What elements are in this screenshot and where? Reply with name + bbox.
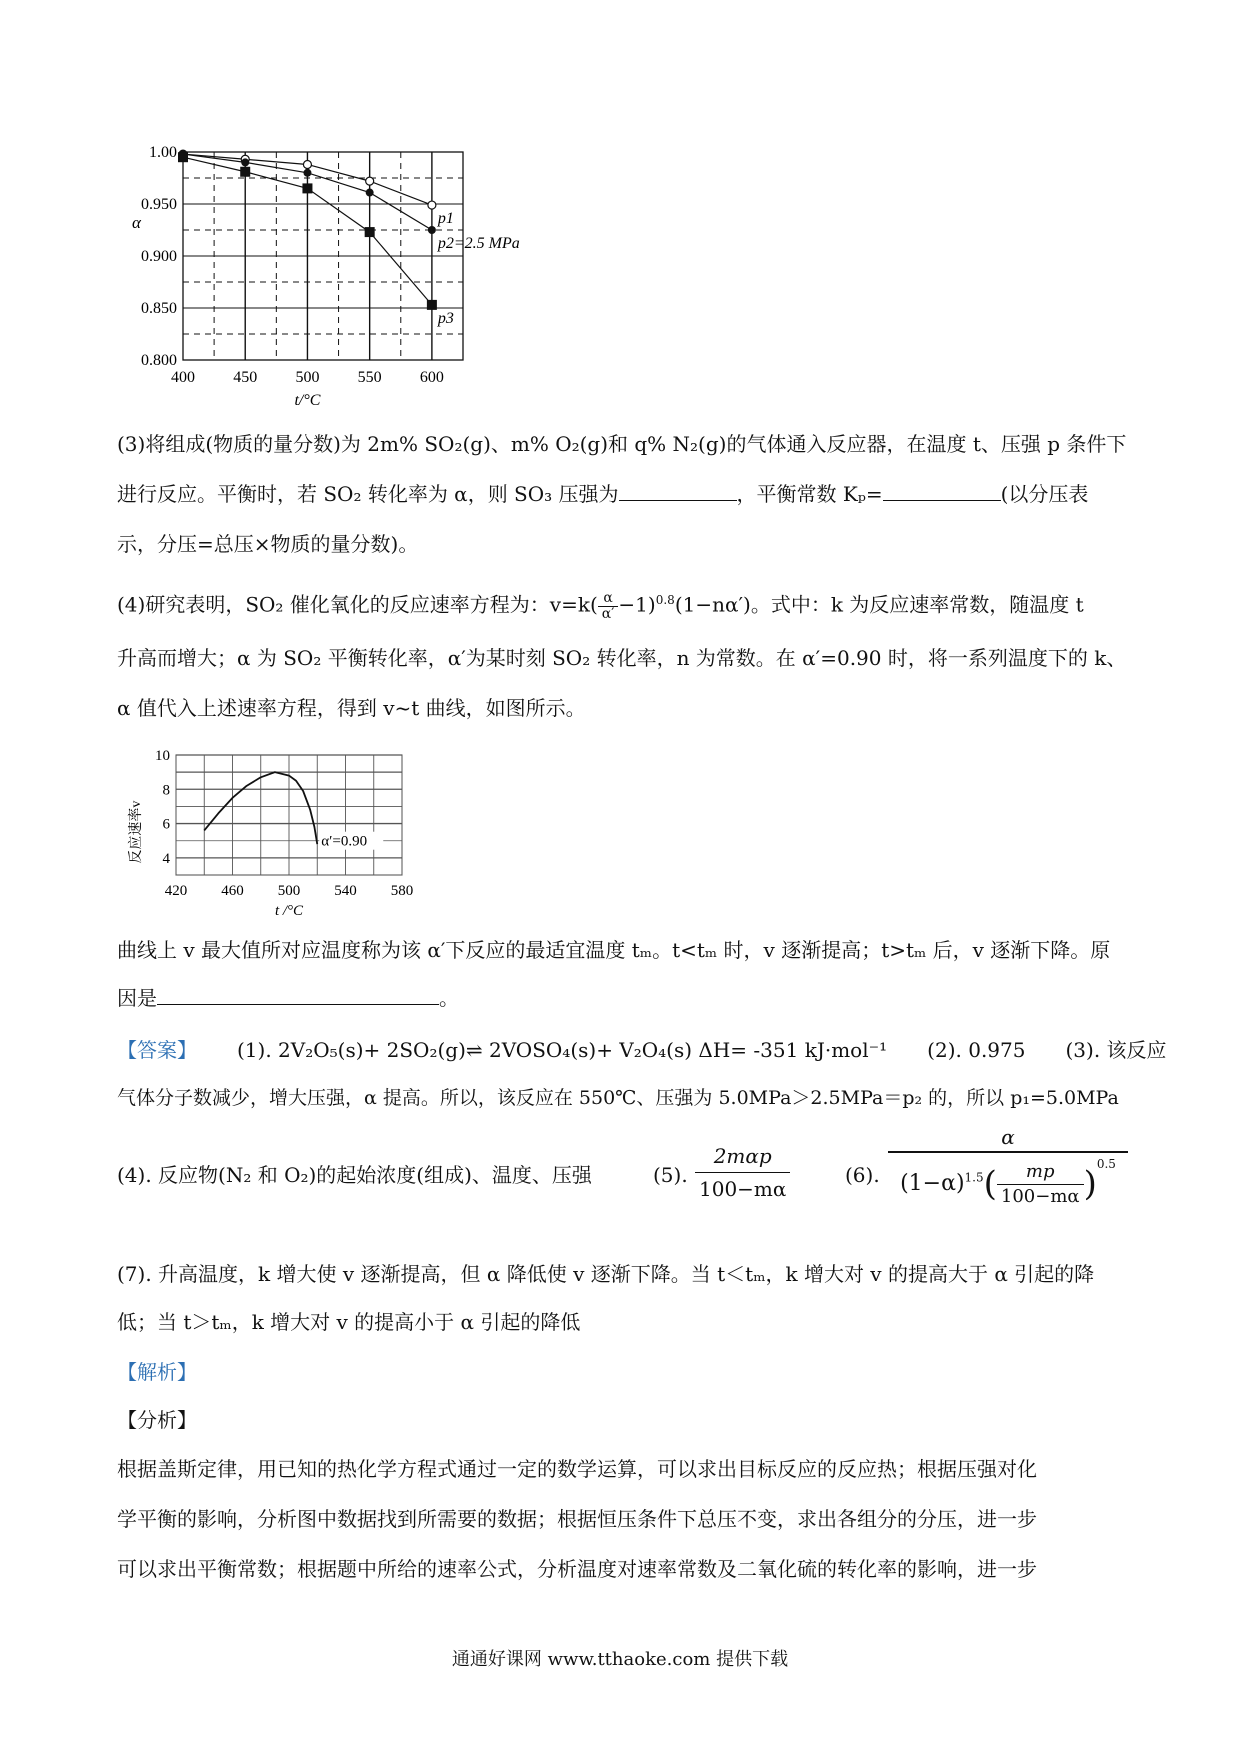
analysis-line2: 学平衡的影响，分析图中数据找到所需要的数据；根据恒压条件下总压不变，求出各组分的分压，进一步 (117, 1507, 1037, 1531)
q4-line1 (117, 588, 1127, 622)
q3-line1: (3)将组成(物质的量分数)为 2m% SO₂(g)、m% O₂(g)和 q% N₂(g)的气体通入反应器，在温度 t、压强 p 条件下 (117, 432, 1127, 456)
y-tick-label: 10 (155, 748, 170, 764)
q4-line2: 升高而增大；α 为 SO₂ 平衡转化率，α′为某时刻 SO₂ 转化率，n 为常数。在 α′=0.90 时，将一系列温度下的 k、 (117, 646, 1127, 670)
answer-tag: 【答案】 (117, 1038, 197, 1062)
rate-frac-den: α′ (601, 605, 615, 622)
answer-5-fraction (695, 1140, 790, 1205)
answer-2: (2). 0.975 (927, 1038, 1026, 1062)
answer-6-num: α (888, 1125, 1128, 1153)
q4b-line2 (117, 986, 1127, 1010)
q3-text-a: 进行反应。平衡时，若 SO₂ 转化率为 α，则 SO₃ 压强为 (117, 482, 619, 506)
answer-1: (1). 2V₂O₅(s)+ 2SO₂(g)⇌ 2VOSO₄(s)+ V₂O₄(s) ΔH= -351 kJ·mol⁻¹ (237, 1038, 888, 1062)
x-tick-label: 550 (357, 369, 382, 386)
y-tick-label: 1.00 (149, 144, 177, 161)
y-tick-label: 0.950 (141, 196, 177, 213)
q4-text-a: (4)研究表明，SO₂ 催化氧化的反应速率方程为：v=k( (117, 592, 598, 617)
answer-6-fraction (888, 1125, 1128, 1209)
data-point-p2 (428, 226, 436, 234)
answer-4: (4). 反应物(N₂ 和 O₂)的起始浓度(组成)、温度、压强 (117, 1163, 592, 1187)
y-tick-label: 0.900 (141, 248, 177, 265)
series-label-p3: p3 (437, 309, 454, 327)
page-footer: 通通好课网 www.tthaoke.com 提供下载 (451, 1649, 789, 1670)
x-tick-label: 420 (164, 883, 188, 899)
y-tick-label: 6 (162, 816, 170, 833)
reason-blank[interactable] (157, 986, 439, 1005)
answer-6-exp2: 0.5 (1096, 1157, 1116, 1171)
q4b-line1: 曲线上 v 最大值所对应温度称为该 α′下反应的最适宜温度 tₘ。t<tₘ 时，v 逐渐提高；t>tₘ 后，v 逐渐下降。原 (117, 938, 1111, 962)
answer-6-den-a: (1−α) (900, 1171, 965, 1196)
so3-pressure-blank[interactable] (619, 482, 737, 501)
answer-6-label: (6). (845, 1163, 880, 1187)
q4b-text-b: 。 (439, 986, 459, 1010)
data-point-p1 (428, 201, 436, 209)
q4-line3: α 值代入上述速率方程，得到 v~t 曲线，如图所示。 (117, 696, 586, 720)
answer-7-line2: 低；当 t＞tₘ，k 增大对 v 的提高小于 α 引起的降低 (117, 1310, 581, 1334)
q4-text-b: −1) (618, 592, 656, 617)
rate-exponent: 0.8 (655, 593, 675, 607)
y-tick-label: 0.850 (141, 300, 177, 317)
rate-frac-num: α (598, 591, 619, 607)
series-label-p1: p1 (437, 210, 454, 228)
answer-6-den: $(1-\alpha)^{1.5}$( $\frac{mp}{100-m\alpha}$ )$^{0.5}$ (900, 1157, 1116, 1207)
data-point-p2 (366, 189, 374, 197)
x-tick-label: 580 (390, 883, 414, 899)
answer-5-num: 2mαp (695, 1140, 790, 1173)
x-tick-label: 450 (233, 369, 258, 386)
y-axis-label: α (132, 212, 141, 232)
analysis-line3: 可以求出平衡常数；根据题中所给的速率公式，分析温度对速率常数及二氧化硫的转化率的影响，进一步 (117, 1557, 1037, 1581)
answer-6-inner-num: mp (997, 1160, 1084, 1185)
answer-5-den: 100−mα (699, 1177, 787, 1201)
x-tick-label: 400 (171, 369, 195, 386)
alpha-vs-temperature-chart (120, 140, 540, 420)
answer-6-exp1: 1.5 (964, 1170, 984, 1185)
rate-vs-temperature-chart (120, 745, 420, 917)
data-point-p2 (303, 169, 311, 177)
q4-text-c: (1−nα′)。式中：k 为反应速率常数，随温度 t (674, 592, 1084, 617)
x-axis-label: t /°C (274, 903, 304, 917)
data-point-p3 (302, 183, 312, 193)
y-tick-label: 4 (162, 850, 170, 867)
y-tick-label: 0.800 (141, 352, 177, 369)
answer-7-line1: (7). 升高温度，k 增大使 v 逐渐提高，但 α 降低使 v 逐渐下降。当 t＜tₘ，k 增大对 v 的提高大于 α 引起的降 (117, 1262, 1095, 1286)
x-tick-label: 500 (277, 883, 301, 899)
answer-6-inner-den: 100−mα (1000, 1185, 1080, 1207)
x-tick-label: 500 (295, 369, 320, 386)
answer-3-line2: 气体分子数减少，增大压强，α 提高。所以，该反应在 550℃、压强为 5.0MPa＞2.5MPa＝p₂ 的，所以 p₁=5.0MPa (117, 1087, 1119, 1109)
data-point-p3 (365, 227, 375, 237)
answer-line1 (117, 1038, 1167, 1062)
analysis-tag: 【解析】 (117, 1360, 197, 1384)
q3-text-c: (以分压表 (1000, 482, 1089, 506)
series-label-p2: p2=2.5 MPa (437, 235, 520, 252)
answer-6-inner-frac (997, 1160, 1084, 1209)
answer-3-start: (3). 该反应 (1065, 1038, 1167, 1062)
kp-blank[interactable] (883, 482, 1001, 501)
analysis-sub-tag: 【分析】 (117, 1408, 197, 1432)
x-tick-label: 460 (221, 883, 244, 899)
y-tick-label: 8 (162, 782, 170, 799)
analysis-line1: 根据盖斯定律，用已知的热化学方程式通过一定的数学运算，可以求出目标反应的反应热；根据压强对化 (117, 1457, 1037, 1481)
q3-line2 (117, 482, 1127, 506)
y-axis-label: 反应速率v (129, 800, 144, 864)
data-point-p3 (427, 300, 437, 310)
annotation-alpha: α′=0.90 (321, 833, 368, 850)
data-point-p3 (240, 167, 250, 177)
x-tick-label: 540 (334, 883, 357, 899)
q4b-text-a: 因是 (117, 986, 157, 1010)
data-point-p1 (366, 177, 374, 185)
data-point-p1 (303, 160, 311, 168)
q3-text-b: ，平衡常数 Kₚ= (736, 482, 883, 506)
data-point-p3 (178, 152, 188, 162)
rate-fraction (598, 591, 619, 622)
x-tick-label: 600 (419, 369, 444, 386)
x-axis-label: t/°C (294, 392, 321, 409)
data-point-p2 (241, 158, 249, 166)
answer-5-label: (5). (653, 1163, 688, 1187)
q3-line3: 示，分压=总压×物质的量分数)。 (117, 532, 419, 556)
